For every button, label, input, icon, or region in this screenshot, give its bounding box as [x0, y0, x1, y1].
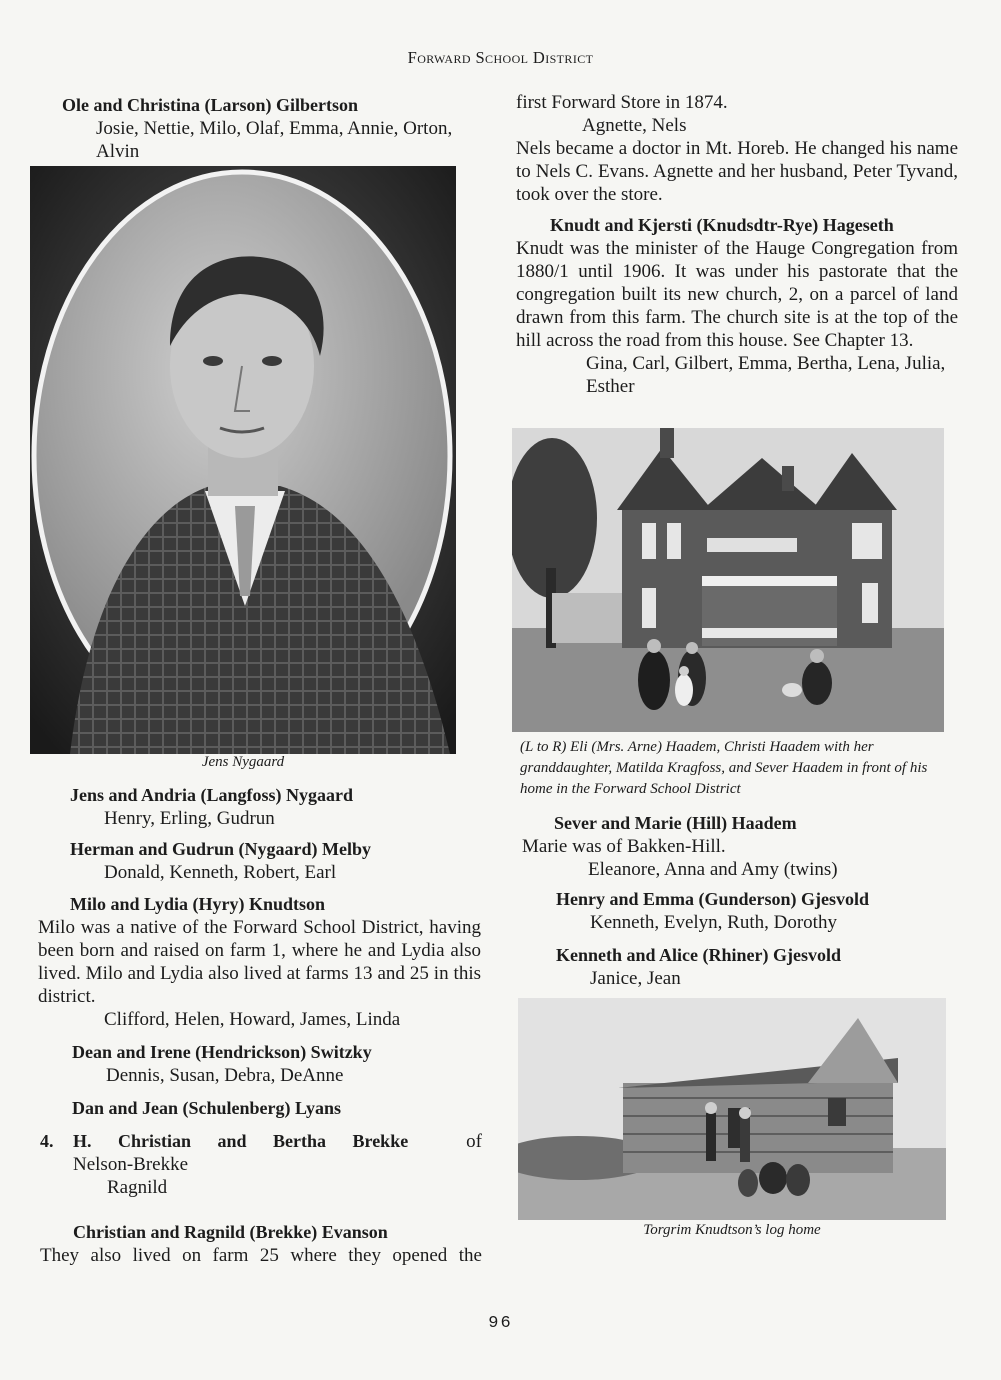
family-text: Marie was of Bakken-Hill. — [522, 836, 726, 857]
children-list: Janice, Jean — [590, 968, 681, 989]
children-list: Gina, Carl, Gilbert, Emma, Bertha, Lena, Julia, Esther — [586, 353, 946, 397]
running-header: Forward School District — [407, 48, 594, 67]
log-home-photo — [518, 998, 946, 1220]
entry-hageseth — [516, 214, 958, 398]
entry-melby — [70, 838, 490, 884]
family-text: Knudt was the minister of the Hauge Congregation from 1880/1 until 1906. It was under his pastorate that the congregation built its new church, 2, on a parcel of land drawn from this farm. The church site is at the top of the hill across the road from this house. See Chapter 13. — [516, 238, 958, 351]
family-text: They also lived on farm 25 where they opened the — [40, 1245, 482, 1266]
family-names: H. Christian and Bertha Brekke — [73, 1131, 409, 1151]
family-names: Dan and Jean (Schulenberg) Lyans — [72, 1098, 342, 1118]
entry-evanson — [40, 1221, 482, 1267]
family-names: Jens and Andria (Langfoss) Nygaard — [70, 785, 354, 805]
family-names: Milo and Lydia (Hyry) Knudtson — [70, 894, 326, 914]
portrait-caption: Jens Nygaard — [201, 754, 285, 770]
entry-switzky — [72, 1041, 492, 1087]
children-list: Ragnild — [107, 1177, 168, 1198]
entry-nygaard — [70, 784, 490, 830]
farm-number: 4. — [40, 1131, 54, 1151]
family-names: Herman and Gudrun (Nygaard) Melby — [70, 839, 372, 859]
page-number: 96 — [488, 1314, 513, 1333]
family-names: Dean and Irene (Hendrickson) Switzky — [72, 1042, 372, 1062]
family-names: Kenneth and Alice (Rhiner) Gjesvold — [556, 945, 842, 965]
continued-text: first Forward Store in 1874. — [516, 92, 728, 113]
entry-knudtson — [38, 893, 481, 1031]
family-names: Knudt and Kjersti (Knudsdtr-Rye) Hageseth — [550, 215, 894, 235]
family-names: Sever and Marie (Hill) Haadem — [554, 813, 797, 833]
children-list: Agnette, Nels — [582, 115, 687, 136]
children-list: Henry, Erling, Gudrun — [104, 808, 275, 829]
children-list: Kenneth, Evelyn, Ruth, Dorothy — [590, 912, 837, 933]
house-photo-caption: (L to R) Eli (Mrs. Arne) Haadem, Christi Haadem with her granddaughter, Matilda Kragfoss, and Sever Haadem in front of his home in the Forward School District — [520, 739, 928, 797]
children-list: Clifford, Helen, Howard, James, Linda — [104, 1009, 401, 1030]
family-text: Milo was a native of the Forward School District, having been born and raised on farm 1, where he and Lydia also lived. Milo and Lydia also lived at farms 13 and 25 in this district. — [38, 917, 481, 1007]
entry-haadem — [522, 812, 962, 881]
children-list: Dennis, Susan, Debra, DeAnne — [106, 1065, 344, 1086]
children-list: Josie, Nettie, Milo, Olaf, Emma, Annie, Orton, Alvin — [96, 118, 453, 162]
house-photo — [512, 428, 944, 732]
entry-brekke — [40, 1130, 482, 1199]
family-names: Henry and Emma (Gunderson) Gjesvold — [556, 889, 870, 909]
entry-gilbertson — [62, 94, 482, 163]
of-word: of — [466, 1131, 482, 1152]
family-names: Christian and Ragnild (Brekke) Evanson — [73, 1222, 388, 1242]
children-list: Donald, Kenneth, Robert, Earl — [104, 862, 337, 883]
children-list: Eleanore, Anna and Amy (twins) — [588, 859, 838, 880]
family-text: Nels became a doctor in Mt. Horeb. He changed his name to Nels C. Evans. Agnette and her husband, Peter Tyvand, took over the store. — [516, 138, 958, 205]
portrait-photo — [30, 166, 456, 754]
entry-lyans — [72, 1097, 492, 1120]
log-home-caption: Torgrim Knudtson’s log home — [643, 1222, 821, 1238]
entry-evanson-continued — [516, 91, 958, 206]
place-name: Nelson-Brekke — [73, 1154, 189, 1175]
entry-gjesvold-kenneth — [556, 944, 976, 990]
entry-gjesvold-henry — [556, 888, 976, 934]
family-names: Ole and Christina (Larson) Gilbertson — [62, 95, 359, 115]
